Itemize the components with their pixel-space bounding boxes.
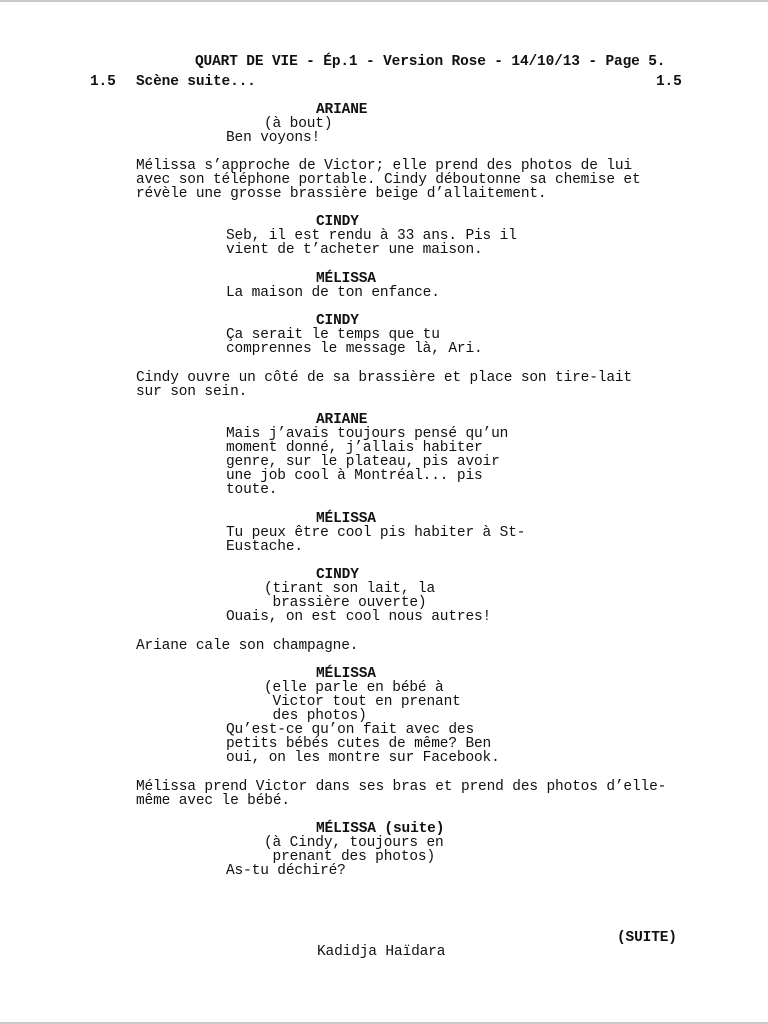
dialogue: Mais j’avais toujours pensé qu’un moment donné, j’allais habiter genre, sur le plateau, pis avoir une job cool à Montréal... pis toute. [226,426,509,498]
character-name: CINDY [316,313,359,329]
action-line: Cindy ouvre un côté de sa brassière et place son tire-lait sur son sein. [136,370,632,400]
character-name: MÉLISSA [316,271,376,287]
dialogue: Ça serait le temps que tu comprennes le message là, Ari. [226,327,483,357]
author-name: Kadidja Haïdara [317,944,446,960]
dialogue: Qu’est-ce qu’on fait avec des petits bébés cutes de même? Ben oui, on les montre sur Facebook. [226,722,500,766]
continued-marker: (SUITE) [617,930,677,946]
character-name: MÉLISSA (suite) [316,821,445,837]
character-name: CINDY [316,214,359,230]
action-line: Mélissa prend Victor dans ses bras et prend des photos d’elle- même avec le bébé. [136,779,667,809]
character-name: MÉLISSA [316,666,376,682]
dialogue: Ouais, on est cool nous autres! [226,609,492,625]
character-name: MÉLISSA [316,511,376,527]
dialogue: Tu peux être cool pis habiter à St- Eustache. [226,525,526,555]
dialogue: Ben voyons! [226,130,321,146]
scene-heading: Scène suite... [136,74,256,90]
page-header-title: QUART DE VIE - Ép.1 - Version Rose - 14/10/13 - Page 5. [195,54,666,70]
character-name: CINDY [316,567,359,583]
dialogue: La maison de ton enfance. [226,285,440,301]
scene-number-left: 1.5 [90,74,116,90]
dialogue: Seb, il est rendu à 33 ans. Pis il vient de t’acheter une maison. [226,228,517,258]
parenthetical: (tirant son lait, la brassière ouverte) [264,581,436,611]
action-line: Mélissa s’approche de Victor; elle prend des photos de lui avec son téléphone portable. Cindy déboutonne sa chemise et révèle une grosse brassière beige d’allaitement. [136,158,641,202]
parenthetical: (elle parle en bébé à Victor tout en prenant des photos) [264,680,461,724]
character-name: ARIANE [316,102,368,118]
character-name: ARIANE [316,412,368,428]
parenthetical: (à bout) [264,116,333,132]
action-line: Ariane cale son champagne. [136,638,359,654]
scene-number-right: 1.5 [656,74,682,90]
dialogue: As-tu déchiré? [226,863,346,879]
parenthetical: (à Cindy, toujours en prenant des photos) [264,835,444,865]
